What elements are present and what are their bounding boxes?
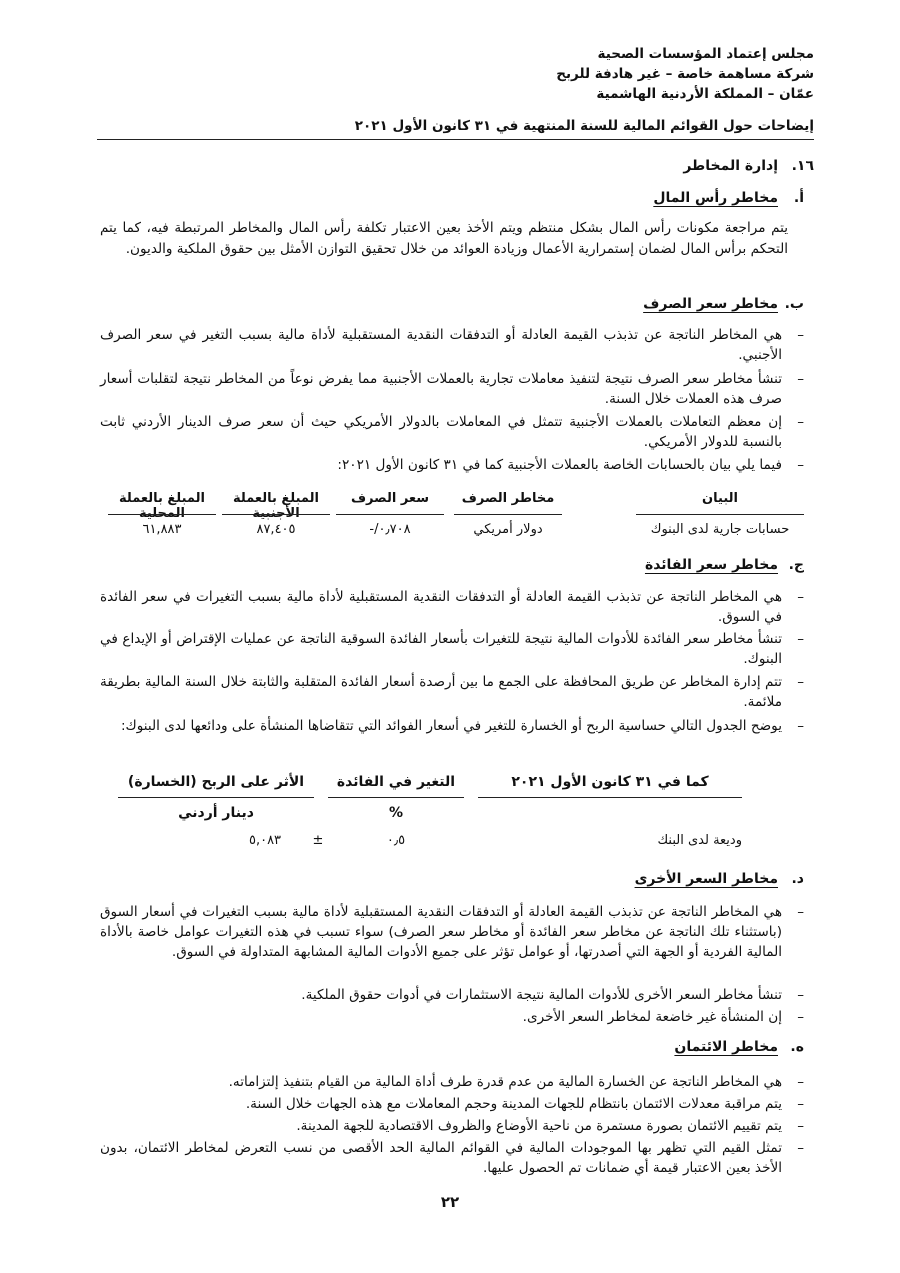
credit-risk-letter: ه. <box>790 1039 804 1055</box>
credit-bullet-3: – يتم تقييم الائتمان بصورة مستمرة من ناحية الأوضاع والظروف الاقتصادية للجهة المدينة. <box>296 1118 804 1134</box>
fx-th-rule <box>108 514 216 515</box>
credit-bullet-2: – يتم مراقبة معدلات الائتمان بانتظام للجهات المدينة وحجم المعاملات مع هذه الجهات خلال السنة. <box>245 1096 804 1112</box>
header-divider <box>97 139 814 140</box>
int-td-deposit: وديعة لدى البنك <box>657 833 742 848</box>
credit-bullet-4: – تمثل القيم التي تظهر بها الموجودات المالية في القوائم المالية الحد الأقصى من نسب التعرض لمخاطر الائتمان، بدون الأخذ بعين الاعتبار قيمة أي ضمانات تم الحصول عليها. <box>100 1140 804 1176</box>
fx-td-risk: دولار أمريكي <box>473 522 543 537</box>
interest-risk-letter: ج. <box>788 557 804 573</box>
int-th-as-of: كما في ٣١ كانون الأول ٢٠٢١ <box>511 774 709 790</box>
interest-bullet-3: – تتم إدارة المخاطر عن طريق المحافظة على الجمع ما بين أرصدة أسعار الفائدة المتقلبة والثابتة خلال السنة المالية بطريقة ملائمة. <box>100 674 804 710</box>
capital-risk-letter: أ. <box>793 190 804 206</box>
fx-td-rate: ٠٫٧٠٨/- <box>369 522 411 537</box>
int-th-rule <box>118 797 314 798</box>
fx-th-foreign-amount: المبلغ بالعملة الأجنبية <box>233 491 319 521</box>
int-th-change: التغير في الفائدة <box>336 774 456 790</box>
credit-bullet-1: – هي المخاطر الناتجة عن الخسارة المالية من عدم قدرة طرف أداة المالية من القيام بتنفيذ إلتزاماته. <box>228 1074 804 1090</box>
int-th-rule <box>478 797 742 798</box>
fx-th-local-amount: المبلغ بالعملة المحلية <box>119 491 205 521</box>
interest-bullet-1: – هي المخاطر الناتجة عن تذبذب القيمة العادلة أو التدفقات النقدية المستقبلية لأداة مالية بسبب التغيرات في سعر الفائدة في السوق. <box>100 589 804 625</box>
other-bullet-2: – تنشأ مخاطر السعر الأخرى للأدوات المالية نتيجة الاستثمارات في أدوات حقوق الملكية. <box>301 987 804 1003</box>
fx-td-foreign-amount: ٨٧,٤٠٥ <box>256 522 296 537</box>
int-td-impact: ٥,٠٨٣ <box>248 833 282 848</box>
notes-subtitle: إيضاحات حول القوائم المالية للسنة المنتهية في ٣١ كانون الأول ٢٠٢١ <box>354 118 814 134</box>
interest-risk-title: مخاطر سعر الفائدة <box>644 557 778 573</box>
interest-bullet-4: – يوضح الجدول التالي حساسية الربح أو الخسارة للتغير في أسعار الفوائد التي تتقاضاها المنشأة على ودائعها لدى البنوك: <box>120 718 804 734</box>
int-unit-jod: دينار أردني <box>178 805 254 821</box>
org-type: شركة مساهمة خاصة – غير هادفة للربح <box>556 66 814 82</box>
other-bullet-3: – إن المنشأة غير خاضعة لمخاطر السعر الأخرى. <box>522 1009 804 1025</box>
fx-th-risk: مخاطر الصرف <box>461 491 555 506</box>
fx-td-description: حسابات جارية لدى البنوك <box>650 522 790 537</box>
interest-bullet-2: – تنشأ مخاطر سعر الفائدة للأدوات المالية نتيجة للتغيرات بأسعار الفائدة السوقية الناتجة عن عمليات الإقتراض أو الإيداع في البنوك. <box>100 631 804 667</box>
fx-th-rule <box>336 514 444 515</box>
fx-td-local-amount: ٦١,٨٨٣ <box>142 522 182 537</box>
fx-bullet-4: – فيما يلي بيان بالحسابات الخاصة بالعملات الأجنبية كما في ٣١ كانون الأول ٢٠٢١: <box>337 457 804 473</box>
other-bullet-1: – هي المخاطر الناتجة عن تذبذب القيمة العادلة أو التدفقات النقدية المستقبلية لأداة مالية بسبب التغيرات في أسعار السوق (باستثناء تلك الناتجة عن مخاطر سعر الفائدة أو مخاطر سعر الصرف) سواء تسبب في هذه التغيرات عوامل خاصة بالأداة المالية الفردية أو الجهة التي أصدرتها، أو عوامل تؤثر على جميع الأدوات المالية المشابهة المتداولة في السوق. <box>100 904 804 960</box>
int-unit-percent: % <box>388 805 404 821</box>
org-name: مجلس إعتماد المؤسسات الصحية <box>597 46 814 62</box>
fx-th-description: البيان <box>702 491 738 506</box>
capital-risk-text: يتم مراجعة مكونات رأس المال بشكل منتظم ويتم الأخذ بعين الاعتبار تكلفة رأس المال والمخاطر المرتبطة فيه، كما يتم التحكم برأس المال لضمان إستمرارية الأعمال وزيادة العوائد من خلال تحقيق التوازن الأمثل بين حقوق الملكية والديون. <box>100 220 788 257</box>
fx-bullet-2: – تنشأ مخاطر سعر الصرف نتيجة لتنفيذ معاملات تجارية بالعملات الأجنبية مما يفرض نوعاً من المخاطر نتيجة لتقلبات أسعار صرف هذه العملات خلال السنة. <box>100 371 804 407</box>
int-th-rule <box>328 797 464 798</box>
int-td-change: ٠٫٥ <box>386 833 406 848</box>
other-risk-letter: د. <box>791 871 804 887</box>
fx-risk-title: مخاطر سعر الصرف <box>643 296 778 312</box>
fx-th-rule <box>636 514 804 515</box>
section-number: ١٦. <box>791 158 814 174</box>
org-location: عمّان – المملكة الأردنية الهاشمية <box>596 86 814 102</box>
fx-th-rule <box>454 514 562 515</box>
section-title: إدارة المخاطر <box>683 158 778 174</box>
other-risk-title: مخاطر السعر الأخرى <box>634 871 778 887</box>
fx-th-rate: سعر الصرف <box>350 491 430 506</box>
fx-bullet-1: – هي المخاطر الناتجة عن تذبذب القيمة العادلة أو التدفقات النقدية المستقبلية لأداة مالية بسبب التغير في سعر الصرف الأجنبي. <box>100 327 804 363</box>
credit-risk-title: مخاطر الائتمان <box>674 1039 778 1055</box>
page-number: ٢٢ <box>440 1193 460 1211</box>
int-th-impact: الأثر على الربح (الخسارة) <box>127 774 305 790</box>
capital-risk-title: مخاطر رأس المال <box>653 190 778 206</box>
fx-bullet-3: – إن معظم التعاملات بالعملات الأجنبية تتمثل في المعاملات بالدولار الأمريكي حيث أن سعر صرف الدينار الأردني ثابت بالنسبة للدولار الأمريكي. <box>100 414 804 450</box>
fx-risk-letter: ب. <box>784 296 804 312</box>
fx-th-rule <box>222 514 330 515</box>
int-td-plusminus: ± <box>312 833 324 848</box>
